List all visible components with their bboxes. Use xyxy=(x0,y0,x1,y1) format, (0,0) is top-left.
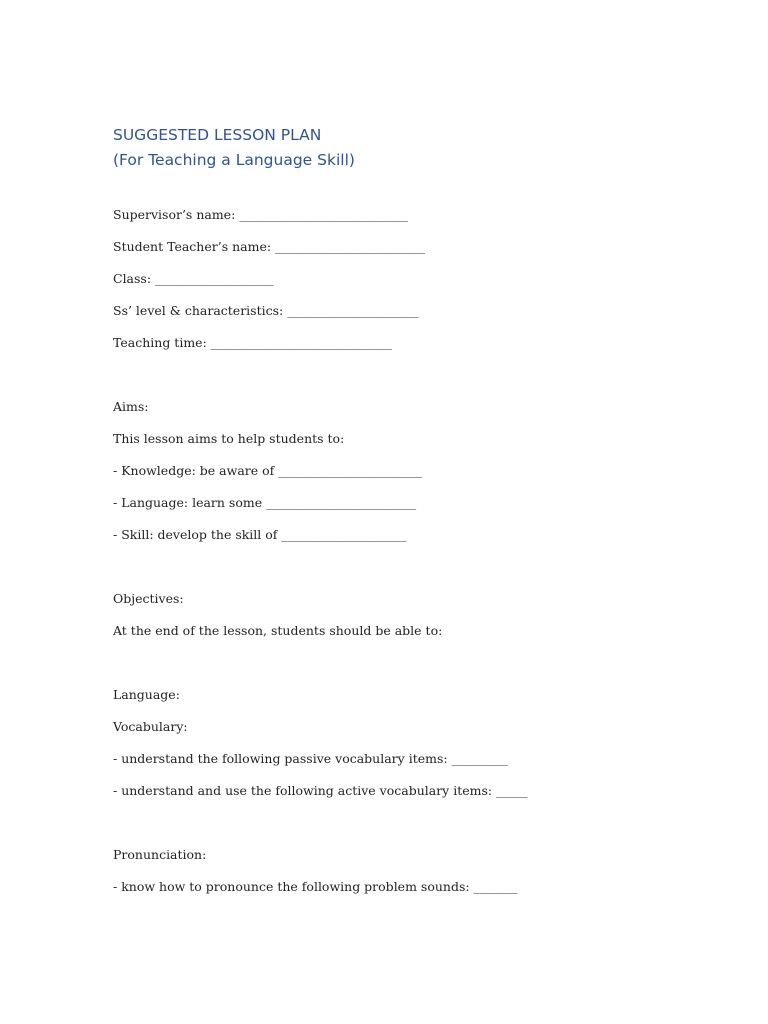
objectives-heading: Objectives: xyxy=(113,591,184,606)
student-teacher-name-field: Student Teacher’s name: ________________________ xyxy=(113,239,426,254)
teaching-time-field: Teaching time: _____________________________ xyxy=(113,335,392,350)
aim-skill: - Skill: develop the skill of ____________________ xyxy=(113,527,407,542)
supervisor-name-field: Supervisor’s name: ___________________________ xyxy=(113,207,409,222)
class-field: Class: ___________________ xyxy=(113,271,274,286)
aims-heading: Aims: xyxy=(113,399,149,414)
passive-vocabulary-item: - understand the following passive vocabulary items: _________ xyxy=(113,751,508,766)
language-heading: Language: xyxy=(113,687,180,702)
active-vocabulary-item: - understand and use the following active vocabulary items: _____ xyxy=(113,783,528,798)
objectives-intro: At the end of the lesson, students should be able to: xyxy=(113,623,443,638)
document-title: SUGGESTED LESSON PLAN xyxy=(113,126,322,144)
vocabulary-heading: Vocabulary: xyxy=(113,719,188,734)
aims-intro: This lesson aims to help students to: xyxy=(113,431,345,446)
students-level-field: Ss’ level & characteristics: _____________________ xyxy=(113,303,419,318)
aim-language: - Language: learn some ________________________ xyxy=(113,495,417,510)
aim-knowledge: - Knowledge: be aware of _______________________ xyxy=(113,463,422,478)
problem-sounds-item: - know how to pronounce the following problem sounds: _______ xyxy=(113,879,518,894)
document-subtitle: (For Teaching a Language Skill) xyxy=(113,151,355,169)
pronunciation-heading: Pronunciation: xyxy=(113,847,207,862)
